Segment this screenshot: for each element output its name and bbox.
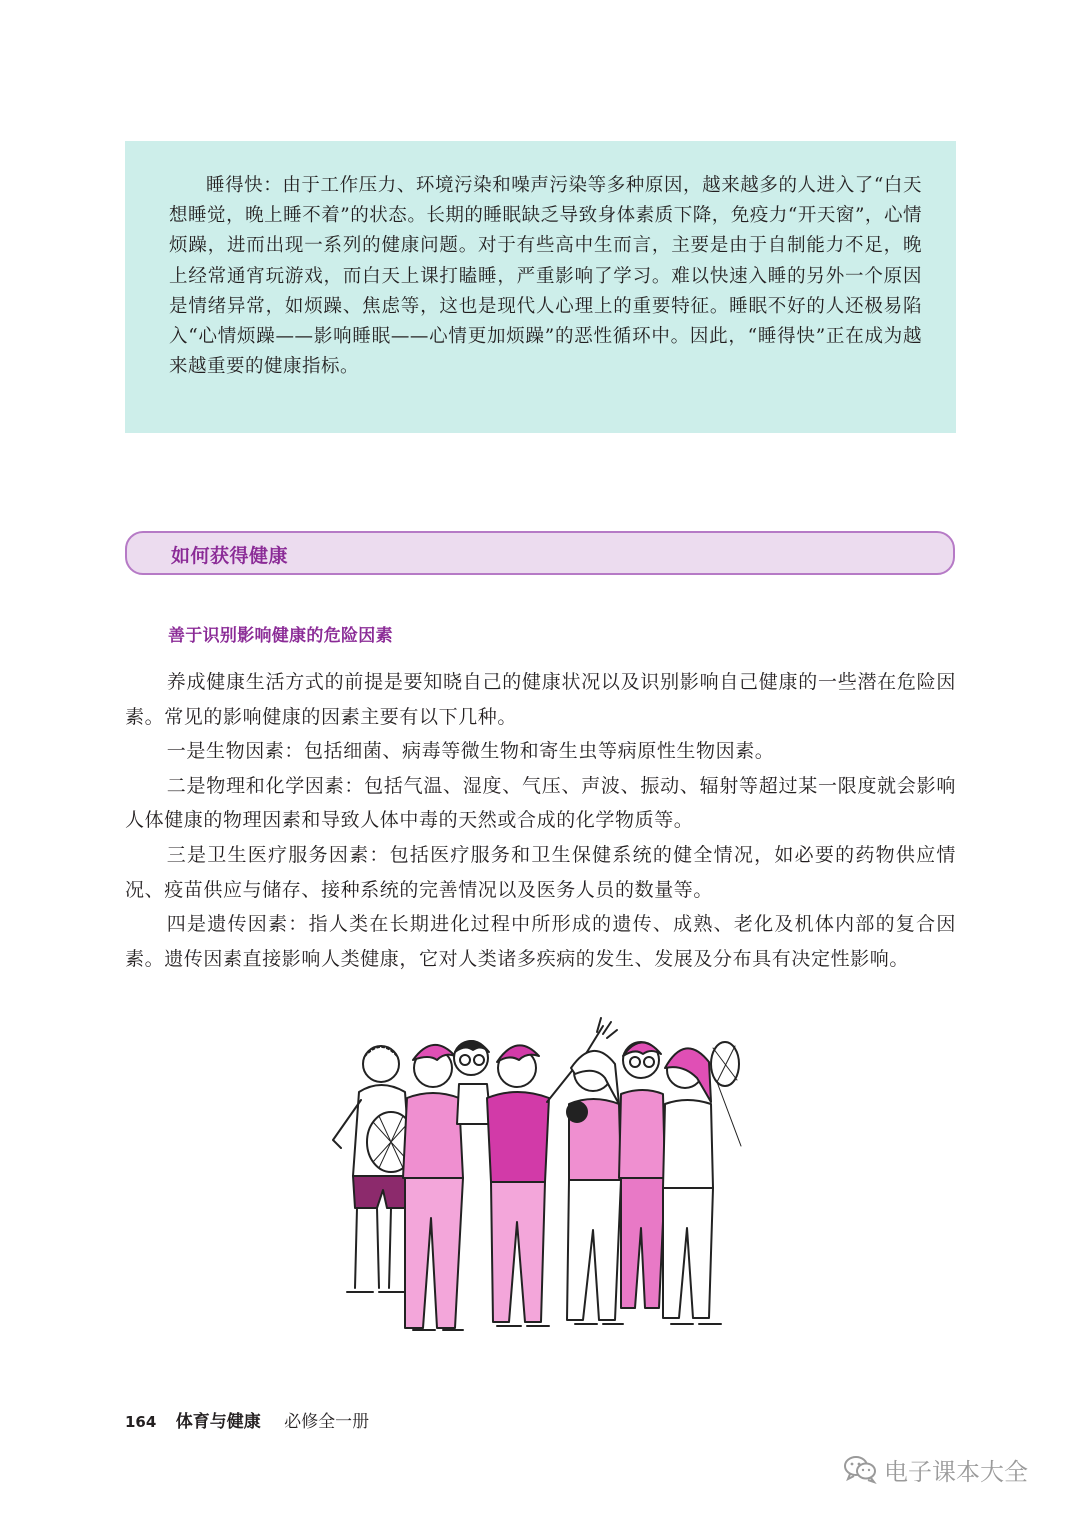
watermark-text: 电子课本大全: [884, 1457, 1028, 1486]
body-paragraph-intro: 养成健康生活方式的前提是要知晓自己的健康状况以及识别影响自己健康的一些潜在危险因素。常见的影响健康的因素主要有以下几种。: [125, 671, 956, 728]
book-volume: 必修全一册: [284, 1412, 370, 1432]
info-box: [125, 141, 956, 433]
students-group-illustration: [321, 1012, 761, 1356]
body-text: [125, 665, 956, 976]
section-title: 如何获得健康: [171, 545, 289, 567]
body-paragraph-genetic: 四是遗传因素：指人类在长期进化过程中所形成的遗传、成熟、老化及机体内部的复合因素。遗传因素直接影响人类健康，它对人类诸多疾病的发生、发展及分布具有决定性影响。: [125, 913, 956, 970]
body-paragraph-biological: 一是生物因素：包括细菌、病毒等微生物和寄生虫等病原性生物因素。: [166, 740, 775, 763]
page-footer: [125, 1407, 369, 1432]
wechat-icon: [842, 1454, 878, 1484]
subsection-heading: 善于识别影响健康的危险因素: [168, 626, 393, 646]
watermark: [842, 1452, 1028, 1486]
page-number: 164: [125, 1413, 157, 1431]
body-paragraph-medical-service: 三是卫生医疗服务因素：包括医疗服务和卫生保健系统的健全情况，如必要的药物供应情况、疫苗供应与储存、接种系统的完善情况以及医务人员的数量等。: [125, 843, 956, 901]
section-header-bar: [125, 531, 955, 575]
info-box-paragraph: 睡得快：由于工作压力、环境污染和噪声污染等多种原因，越来越多的人进入了“白天想睡觉，晚上睡不着”的状态。长期的睡眠缺乏导致身体素质下降，免疫力“开天窗”，心情烦躁，进而出现一系列的健康问题。对于有些高中生而言，主要是由于自制能力不足，晚上经常通宵玩游戏，而白天上课打瞌睡，严重影响了学习。难以快速入睡的另外一个原因是情绪异常，如烦躁、焦虑等，这也是现代人心理上的重要特征。睡眠不好的人还极易陷入“心情烦躁——影响睡眠——心情更加烦躁”的恶性循环中。因此，“睡得快”正在成为越来越重要的健康指标。: [169, 175, 922, 378]
body-paragraph-physical-chemical: 二是物理和化学因素：包括气温、湿度、气压、声波、振动、辐射等超过某一限度就会影响人体健康的物理因素和导致人体中毒的天然或合成的化学物质等。: [125, 774, 956, 832]
book-title: 体育与健康: [175, 1412, 261, 1432]
